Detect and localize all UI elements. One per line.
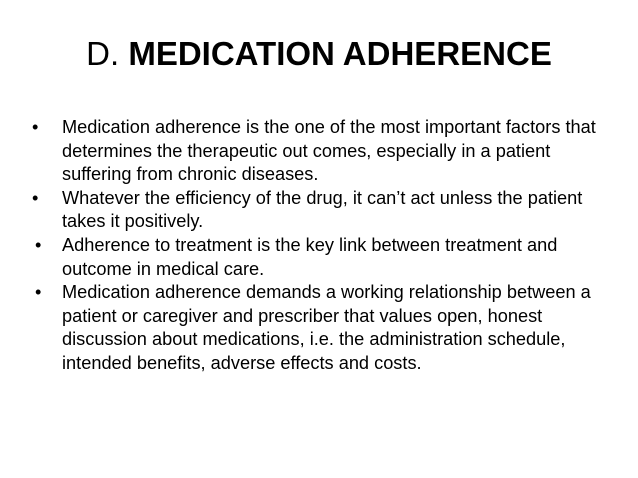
bullet-icon: • [35, 282, 42, 303]
bullet-icon: • [35, 234, 42, 255]
bullet-item [32, 187, 612, 234]
bullet-item [35, 281, 612, 375]
bullet-icon: • [32, 187, 39, 208]
bullet-text: Whatever the efficiency of the drug, it can’t act unless the patient takes it positively. [62, 187, 583, 232]
title-prefix: D. [86, 35, 129, 72]
bullet-item [35, 234, 612, 281]
bullet-text: Medication adherence is the one of the most important factors that determines the therapeutic out comes, especially in a patient suffering from chronic diseases. [62, 117, 596, 185]
bullet-list [32, 116, 612, 376]
bullet-text: Medication adherence demands a working relationship between a patient or caregiver and prescriber that values open, honest discussion about medications, i.e. the administration schedule, intended benefits, adverse effects and costs. [62, 282, 591, 373]
slide-title [0, 34, 638, 74]
bullet-item [32, 116, 612, 187]
title-main: MEDICATION ADHERENCE [128, 35, 552, 72]
bullet-icon: • [32, 117, 39, 137]
bullet-text: Adherence to treatment is the key link between treatment and outcome in medical care. [62, 234, 558, 279]
